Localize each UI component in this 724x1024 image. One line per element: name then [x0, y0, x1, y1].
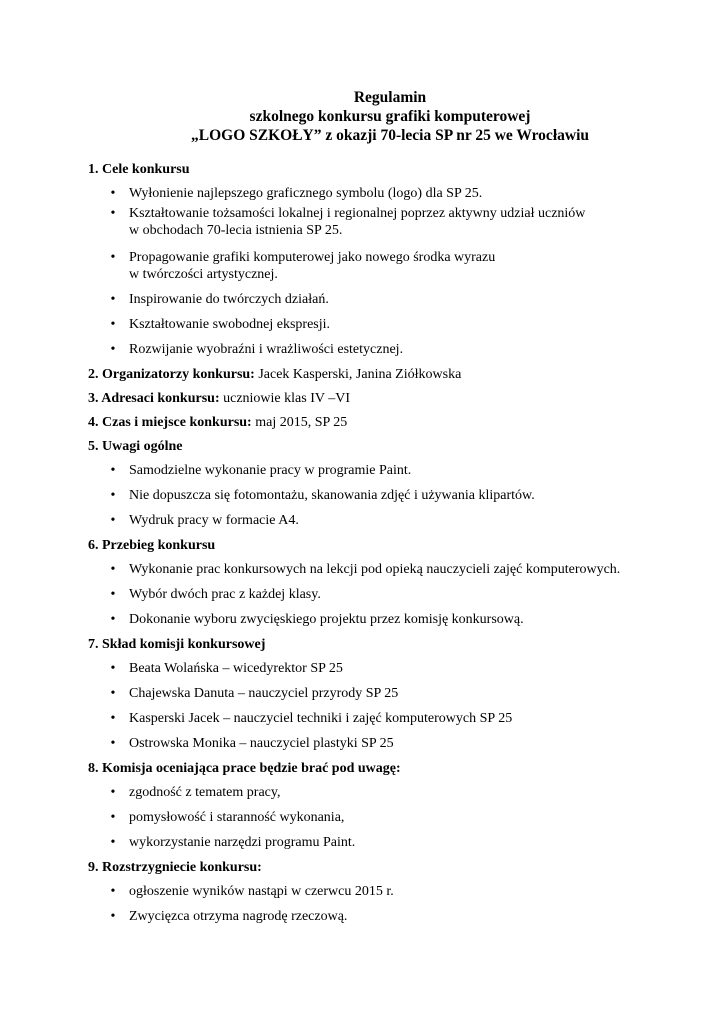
notes-list	[88, 462, 652, 529]
document-title	[88, 88, 652, 145]
list-item: • zgodność z tematem pracy,	[88, 784, 652, 801]
section-heading: 9. Rozstrzygniecie konkursu:	[88, 860, 262, 875]
list-item: • wykorzystanie narzędzi programu Paint.	[88, 834, 652, 851]
list-item: • Kształtowanie tożsamości lokalnej i regionalnej poprzez aktywny udział uczniów w obchodach 70-lecia istnienia SP 25.	[88, 205, 652, 239]
bullet-icon: •	[110, 186, 116, 201]
list-item: • ogłoszenie wyników nastąpi w czerwcu 2015 r.	[88, 883, 652, 900]
section-heading: 8. Komisja oceniająca prace będzie brać pod uwagę:	[88, 761, 401, 776]
list-item: • Wyłonienie najlepszego graficznego symbolu (logo) dla SP 25.	[88, 185, 652, 202]
list-item: • Inspirowanie do twórczych działań.	[88, 291, 652, 308]
section-organizers: 2. Organizatorzy konkursu: Jacek Kasperski, Janina Ziółkowska	[88, 367, 462, 382]
list-item: • Beata Wolańska – wicedyrektor SP 25	[88, 660, 652, 677]
section-resolution	[88, 859, 652, 925]
list-item: • pomysłowość i staranność wykonania,	[88, 809, 652, 826]
list-item: • Kształtowanie swobodnej ekspresji.	[88, 316, 652, 333]
list-item: • Rozwijanie wyobraźni i wrażliwości estetycznej.	[88, 341, 652, 358]
section-procedure	[88, 537, 652, 628]
section-heading: 7. Skład komisji konkursowej	[88, 637, 266, 652]
bullet-icon: •	[110, 835, 116, 850]
bullet-icon: •	[110, 292, 116, 307]
bullet-icon: •	[110, 686, 116, 701]
section-time-place: 4. Czas i miejsce konkursu: maj 2015, SP 25	[88, 415, 348, 430]
title-line-1: Regulamin	[353, 89, 427, 106]
list-item: • Kasperski Jacek – nauczyciel techniki i zajęć komputerowych SP 25	[88, 710, 652, 727]
list-item: • Dokonanie wyboru zwycięskiego projektu przez komisję konkursową.	[88, 611, 652, 628]
section-heading: 1. Cele konkursu	[88, 162, 190, 177]
section-criteria	[88, 760, 652, 851]
section-general-notes	[88, 438, 652, 529]
list-item: • Zwycięzca otrzyma nagrodę rzeczową.	[88, 908, 652, 925]
section-committee	[88, 636, 652, 752]
list-item: • Ostrowska Monika – nauczyciel plastyki SP 25	[88, 735, 652, 752]
bullet-icon: •	[110, 909, 116, 924]
bullet-icon: •	[110, 488, 116, 503]
list-item: • Wybór dwóch prac z każdej klasy.	[88, 586, 652, 603]
section-heading: 6. Przebieg konkursu	[88, 538, 216, 553]
bullet-icon: •	[110, 612, 116, 627]
section-participants: 3. Adresaci konkursu: uczniowie klas IV –VI	[88, 391, 350, 406]
list-item: • Samodzielne wykonanie pracy w programie Paint.	[88, 462, 652, 479]
committee-list	[88, 660, 652, 752]
title-line-3: „LOGO SZKOŁY” z okazji 70-lecia SP nr 25 we Wrocławiu	[191, 127, 589, 144]
goals-list	[88, 185, 652, 358]
bullet-icon: •	[110, 342, 116, 357]
bullet-icon: •	[110, 317, 116, 332]
bullet-icon: •	[110, 785, 116, 800]
procedure-list	[88, 561, 652, 628]
list-item: • Propagowanie grafiki komputerowej jako nowego środka wyrazu w twórczości artystycznej.	[88, 249, 652, 283]
list-item: • Nie dopuszcza się fotomontażu, skanowania zdjęć i używania klipartów.	[88, 487, 652, 504]
bullet-icon: •	[110, 587, 116, 602]
bullet-icon: •	[110, 661, 116, 676]
bullet-icon: •	[110, 206, 116, 221]
list-item: • Wykonanie prac konkursowych na lekcji pod opieką nauczycieli zajęć komputerowych.	[88, 561, 652, 578]
bullet-icon: •	[110, 810, 116, 825]
title-line-2: szkolnego konkursu grafiki komputerowej	[249, 108, 531, 125]
bullet-icon: •	[110, 711, 116, 726]
list-item: • Wydruk pracy w formacie A4.	[88, 512, 652, 529]
resolution-list	[88, 883, 652, 925]
bullet-icon: •	[110, 513, 116, 528]
bullet-icon: •	[110, 250, 116, 265]
bullet-icon: •	[110, 562, 116, 577]
bullet-icon: •	[110, 736, 116, 751]
section-goals	[88, 161, 652, 358]
section-heading: 5. Uwagi ogólne	[88, 439, 183, 454]
bullet-icon: •	[110, 463, 116, 478]
list-item: • Chajewska Danuta – nauczyciel przyrody SP 25	[88, 685, 652, 702]
criteria-list	[88, 784, 652, 851]
bullet-icon: •	[110, 884, 116, 899]
